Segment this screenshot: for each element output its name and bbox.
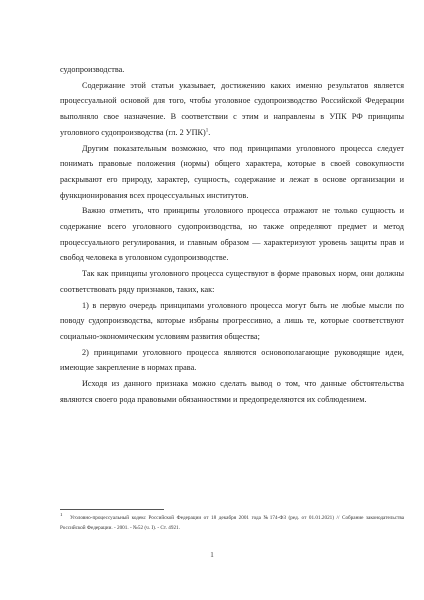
paragraph-text: Содержание этой статьи указывает, достижению каких именно результатов является процессуальной основой для того, чтобы уголовное судопроизводство Российской Федерации выполняло свое назначение. В соответствии с этим и направлены в УПК РФ принципы уголовного судопроизводства: [60, 80, 404, 137]
document-body: [60, 62, 404, 407]
page-number: 1: [210, 551, 214, 559]
footnote-separator: [60, 509, 164, 510]
list-item: 2) принципами уголовного процесса являются основополагающие руководящие идеи, имеющие закрепление в нормах права.: [60, 347, 404, 373]
paragraph: Важно отметить, что принципы уголовного процесса отражают не только сущность и содержание всего уголовного судопроизводства, но также определяют предмет и метод процессуального регулирования, и главным образом — характеризуют уровень защиты прав и свобод человека в уголовном судопроизводстве.: [60, 206, 404, 263]
paragraph-text: (гл. 2 УПК): [165, 127, 206, 137]
paragraph: Исходя из данного признака можно сделать вывод о том, что данные обстоятельства являются своего рода правовыми обязанностями и предопределяются их соблюдением.: [60, 379, 404, 404]
footnote-text: Уголовно-процессуальный кодекс Российской Федерации от 18 декабря 2001 года №174-ФЗ (ред. от 01.01.2021) // Собрание законодательства Российской Федерации. - 2001. - №52 (ч. I). - Ст. 4921.: [60, 515, 404, 531]
footnote-reference: 1: [205, 128, 209, 134]
paragraph: Так как принципы уголовного процесса существуют в форме правовых норм, они должны соответствовать ряду признаков, таких, как:: [60, 269, 404, 294]
paragraph: Содержание этой статьи указывает, достижению каких именно результатов является процессуальной основой для того, чтобы уголовное судопроизводство Российской Федерации выполняло свое назначение. В соответствии с этим и направлены в УПК РФ принципы уголовного судопроизводства (гл. 2 УПК)$^1$.: [60, 80, 404, 137]
list-item: 1) в первую очередь принципами уголовного процесса могут быть не любые мысли по поводу судопроизводства, которые избраны прогрессивно, а лишь те, которые соответствуют социально-экономическим условиям развития общества;: [60, 300, 404, 341]
paragraph: судопроизводства.: [60, 65, 125, 74]
footnote: 1 Уголовно-процессуальный кодекс Российской Федерации от 18 декабря 2001 года №174-ФЗ (ред. от 01.01.2021) // Собрание законодательства Российской Федерации. - 2001. - №52 (ч. I). - Ст. 4921.: [60, 513, 404, 531]
paragraph: Другим показательным возможно, что под принципами уголовного процесса следует понимать правовые положения (нормы) общего характера, которые в своей совокупности раскрывают его природу, характер, сущность, содержание и лежат в основе организации и функционирования всех процессуальных институтов.: [60, 143, 404, 200]
